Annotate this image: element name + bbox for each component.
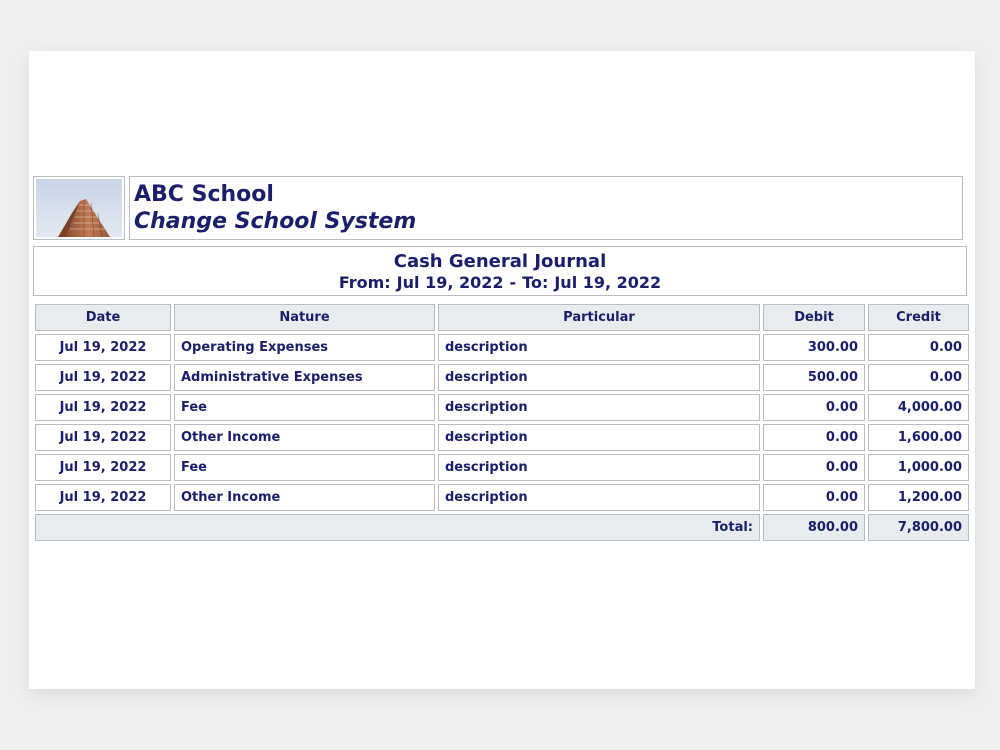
table-row <box>35 424 969 451</box>
from-label: From: <box>338 273 391 292</box>
table-row <box>35 394 969 421</box>
report-page <box>29 51 975 689</box>
cell-credit: 0.00 <box>868 334 969 361</box>
school-title-box <box>129 176 963 240</box>
total-label: Total: <box>35 514 760 541</box>
table-row <box>35 484 969 511</box>
school-logo <box>33 176 125 240</box>
report-title: Cash General Journal <box>393 251 607 272</box>
report-title-box <box>33 246 967 296</box>
column-header-nature: Nature <box>174 304 435 331</box>
report-header <box>33 176 963 242</box>
school-name: ABC School <box>134 182 274 207</box>
cell-date: Jul 19, 2022 <box>35 334 171 361</box>
building-photo-icon <box>36 179 122 237</box>
cell-particular: description <box>438 484 760 511</box>
cell-credit: 4,000.00 <box>868 394 969 421</box>
cell-credit: 1,600.00 <box>868 424 969 451</box>
total-debit: 800.00 <box>763 514 865 541</box>
column-header-date: Date <box>35 304 171 331</box>
cell-nature: Operating Expenses <box>174 334 435 361</box>
table-row <box>35 364 969 391</box>
cell-debit: 0.00 <box>763 484 865 511</box>
table-row <box>35 454 969 481</box>
system-name: Change School System <box>134 209 417 234</box>
cell-nature: Fee <box>174 454 435 481</box>
to-date: Jul 19, 2022 <box>554 273 662 292</box>
column-header-debit: Debit <box>763 304 865 331</box>
cell-nature: Fee <box>174 394 435 421</box>
cell-debit: 0.00 <box>763 424 865 451</box>
table-row <box>35 334 969 361</box>
cell-particular: description <box>438 424 760 451</box>
cell-credit: 1,200.00 <box>868 484 969 511</box>
table-header-row <box>35 304 969 331</box>
total-credit: 7,800.00 <box>868 514 969 541</box>
cell-debit: 300.00 <box>763 334 865 361</box>
total-row <box>35 514 969 541</box>
cell-nature: Administrative Expenses <box>174 364 435 391</box>
cell-nature: Other Income <box>174 484 435 511</box>
cell-nature: Other Income <box>174 424 435 451</box>
column-header-credit: Credit <box>868 304 969 331</box>
from-date: Jul 19, 2022 <box>396 273 504 292</box>
cell-date: Jul 19, 2022 <box>35 484 171 511</box>
cell-particular: description <box>438 394 760 421</box>
cell-credit: 0.00 <box>868 364 969 391</box>
cell-particular: description <box>438 364 760 391</box>
journal-table <box>32 301 972 544</box>
cell-particular: description <box>438 334 760 361</box>
cell-date: Jul 19, 2022 <box>35 364 171 391</box>
cell-credit: 1,000.00 <box>868 454 969 481</box>
to-label: To: <box>522 273 549 292</box>
cell-particular: description <box>438 454 760 481</box>
cell-debit: 0.00 <box>763 454 865 481</box>
range-separator: - <box>509 273 517 292</box>
cell-date: Jul 19, 2022 <box>35 394 171 421</box>
report-date-range <box>34 273 966 293</box>
cell-debit: 0.00 <box>763 394 865 421</box>
cell-debit: 500.00 <box>763 364 865 391</box>
column-header-particular: Particular <box>438 304 760 331</box>
cell-date: Jul 19, 2022 <box>35 454 171 481</box>
cell-date: Jul 19, 2022 <box>35 424 171 451</box>
